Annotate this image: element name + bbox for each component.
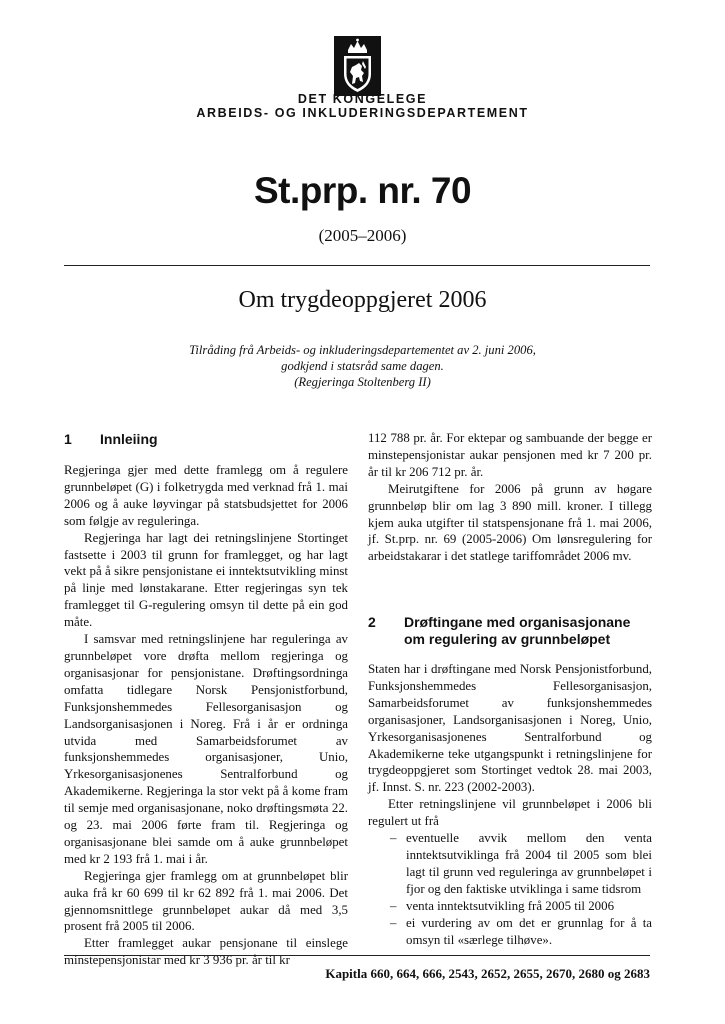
document-subject: Om trygdeoppgjeret 2006 [238,287,487,313]
section-title: Innleiing [100,431,158,447]
recommendation-line: (Regjeringa Stoltenberg II) [294,375,431,389]
paragraph: Regjeringa gjer med dette framlegg om å regulere grunnbeløpet (G) i folketrygda med verknad frå 1. mai 2006 og å auke løyvingar på statsbudsjettet for 2006 som følgje av reguleringa. [64,463,348,528]
list-marker: – [390,915,397,930]
recommendation-line: Tilråding frå Arbeids- og inkluderingsdepartementet av 2. juni 2006, [189,343,536,357]
document-session: (2005–2006) [318,226,407,245]
department-name-line1: DET KONGELEGE [297,92,428,106]
section-number: 1 [64,431,72,447]
department-name-line2: ARBEIDS- OG INKLUDERINGSDEPARTEMENT [196,106,529,120]
paragraph: Meirutgiftene for 2006 på grunn av høgare grunnbeløp blir om lag 3 890 mill. kroner. I tillegg kjem auka utgifter til statspensjonane frå 1. mai 2006, jf. St.prp. nr. 69 (2005-2006) Om lønsregulering for arbeidstakarar i det statlege tariffområdet 2006 mv. [368,481,652,564]
paragraph: Regjeringa har lagt dei retningslinjene Stortinget fastsette i 2003 til grunn for framlegget, og har lagt vekt på å sikre pensjonistane ei inntektsutvikling minst på linje med lønstakarane. Etter regjeringas syn tek framlegget til G-regulering omsyn til dette på ein god måte. [64,530,348,630]
criteria-list [368,830,652,948]
section1-body [64,462,348,969]
section1-continuation [368,430,652,565]
list-marker: – [390,898,397,913]
section-number: 2 [368,614,376,630]
list-item [368,898,652,915]
list-item [368,915,652,949]
list-marker: – [390,831,397,846]
paragraph: Staten har i drøftingane med Norsk Pensjonistforbund, Funksjonshemmedes Fellesorganisasjon, Samarbeidsforumet av funksjonshemmedes organisasjoner, Landsorganisasjonen i Noreg, Unio, Yrkesorganisasjonenes Sentralforbund og Akademikerne teke utgangspunkt i retningslinjene for trygdeoppgjeret som Stortinget vedtok 28. mai 2003, jf. Innst. S. nr. 223 (2002-2003). [368,662,652,795]
list-item-text: ei vurdering av om det er grunnlag for å ta omsyn til «særlege tilhøve». [406,915,652,947]
divider-bottom [64,955,650,956]
paragraph: Etter framlegget aukar pensjonane til einslege minstepensjonistar med kr 3 936 pr. år til kr [64,936,348,968]
chapters-footer: Kapitla 660, 664, 666, 2543, 2652, 2655, 2670, 2680 og 2683 [325,966,650,981]
list-item-text: venta inntektsutvikling frå 2005 til 2006 [406,898,615,913]
section-title-line: om regulering av grunnbeløpet [404,631,611,647]
section2-body [368,661,652,948]
divider-top [64,265,650,266]
royal-coat-of-arms-icon [334,36,381,96]
recommendation-line: godkjend i statsråd same dagen. [281,359,444,373]
paragraph: Etter retningslinjene vil grunnbeløpet i 2006 bli regulert ut frå [368,797,652,829]
list-item-text: eventuelle avvik mellom den venta inntektsutviklinga frå 2004 til 2005 som blei lagt til grunn ved reguleringa av grunnbeløpet i fjor og den faktiske utviklinga i same tidsrom [406,831,652,896]
section-title [404,614,664,648]
paragraph: I samsvar med retningslinjene har reguleringa av grunnbeløpet vore drøfta mellom regjeringa og organisasjonar for pensjonistane. Drøftingsordninga omfatta tidlegare Norsk Pensjonistforbund, Funksjonshemmedes Fellesorganisasjon og Landsorganisasjonen i Noreg. Frå i år er ordninga utvida med Samarbeidsforumet av funksjonshemmedes organisasjoner, Unio, Yrkesorganisasjonenes Sentralforbund og Akademikerne. Regjeringa la stor vekt på å kome fram til semje med organisasjonane, noko drøftingsmøta 22. og 23. mai 2006 førte fram til. Regjeringa og organisasjonane blei samde om å auke grunnbeløpet med kr 2 193 frå 1. mai i år. [64,632,348,866]
paragraph: 112 788 pr. år. For ektepar og sambuande der begge er minstepensjonistar aukar pensjonen med kr 7 200 pr. år til kr 206 712 pr. år. [368,431,652,479]
list-item [368,830,652,898]
paragraph: Regjeringa gjer framlegg om at grunnbeløpet blir auka frå kr 60 699 til kr 62 892 frå 1. mai 2006. Det gjennomsnittlege grunnbeløpet aukar då med 3,5 prosent frå 2005 til 2006. [64,868,348,934]
document-title: St.prp. nr. 70 [253,170,472,211]
section-title-line: Drøftingane med organisasjonane [404,614,631,630]
